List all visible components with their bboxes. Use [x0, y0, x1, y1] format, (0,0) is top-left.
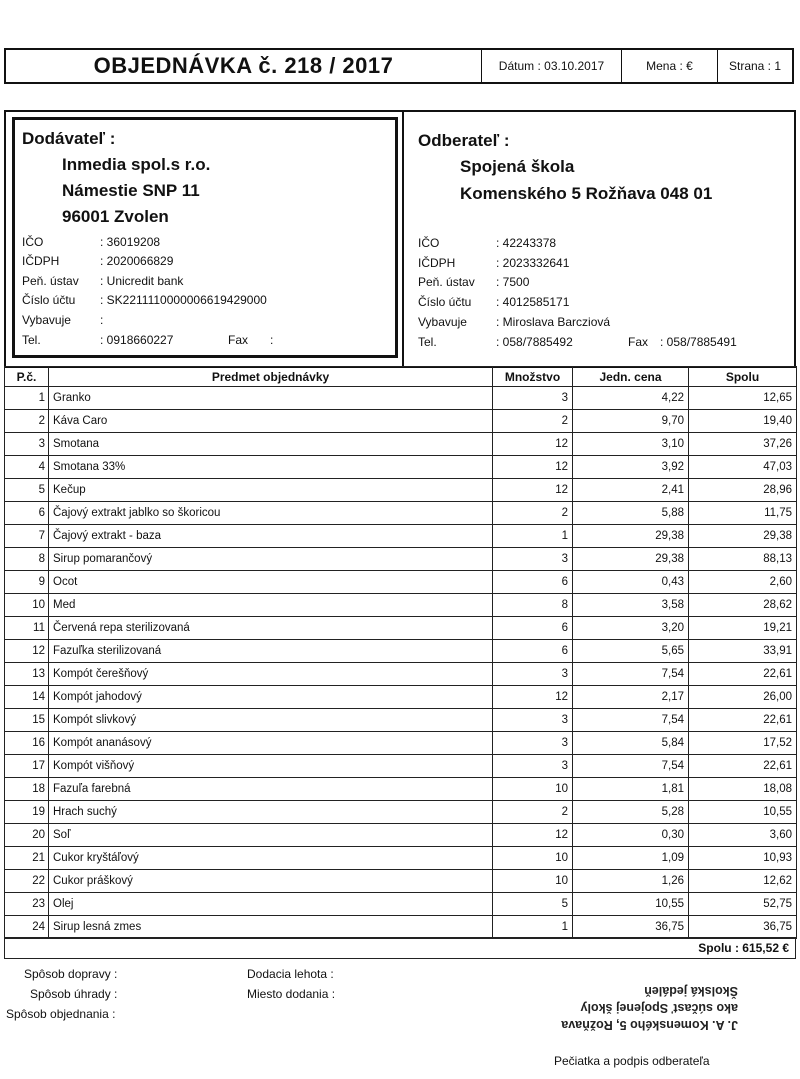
- row-total: 3,60: [689, 824, 797, 847]
- row-item: Červená repa sterilizovaná: [49, 617, 493, 640]
- row-total: 88,13: [689, 548, 797, 571]
- row-item: Fazuľa farebná: [49, 778, 493, 801]
- row-total: 52,75: [689, 893, 797, 916]
- payment-method-label: Spôsob úhrady :: [30, 987, 118, 1001]
- row-quantity: 12: [493, 433, 573, 456]
- table-row: [5, 594, 797, 617]
- order-date: Dátum : 03.10.2017: [482, 50, 622, 82]
- supplier-name: Inmedia spol.s r.o.: [62, 155, 211, 174]
- row-number: 1: [5, 387, 49, 410]
- row-total: 17,52: [689, 732, 797, 755]
- supplier-bank: : Unicredit bank: [100, 274, 184, 288]
- row-quantity: 3: [493, 663, 573, 686]
- table-row: [5, 870, 797, 893]
- row-item: Sirup lesná zmes: [49, 916, 493, 939]
- row-total: 33,91: [689, 640, 797, 663]
- row-item: Kompót jahodový: [49, 686, 493, 709]
- row-number: 18: [5, 778, 49, 801]
- table-row: [5, 502, 797, 525]
- table-row: [5, 410, 797, 433]
- stamp-line: J. A. Komenského 5, Rožňava: [561, 1018, 738, 1032]
- row-item: Cukor práškový: [49, 870, 493, 893]
- table-row: [5, 387, 797, 410]
- row-quantity: 10: [493, 847, 573, 870]
- order-currency: Mena : €: [622, 50, 718, 82]
- col-header-unit-price: Jedn. cena: [573, 367, 689, 387]
- row-quantity: 8: [493, 594, 573, 617]
- school-canteen-stamp: [548, 982, 738, 1033]
- row-number: 2: [5, 410, 49, 433]
- row-unit-price: 36,75: [573, 916, 689, 939]
- table-row: [5, 640, 797, 663]
- customer-account: : 4012585171: [496, 295, 570, 309]
- row-number: 21: [5, 847, 49, 870]
- col-header-number: P.č.: [5, 367, 49, 387]
- table-row: [5, 548, 797, 571]
- row-quantity: 3: [493, 387, 573, 410]
- order-header: [4, 48, 794, 84]
- row-number: 22: [5, 870, 49, 893]
- row-number: 16: [5, 732, 49, 755]
- row-number: 19: [5, 801, 49, 824]
- supplier-ico-label: IČO: [22, 235, 44, 249]
- row-unit-price: 2,17: [573, 686, 689, 709]
- row-quantity: 12: [493, 686, 573, 709]
- row-quantity: 3: [493, 732, 573, 755]
- row-number: 14: [5, 686, 49, 709]
- row-unit-price: 29,38: [573, 548, 689, 571]
- order-method-label: Spôsob objednania :: [6, 1007, 116, 1021]
- row-quantity: 10: [493, 870, 573, 893]
- row-quantity: 12: [493, 824, 573, 847]
- supplier-bank-label: Peň. ústav: [22, 274, 79, 288]
- row-item: Kompót višňový: [49, 755, 493, 778]
- grand-total: Spolu : 615,52 €: [4, 937, 796, 959]
- row-item: Fazuľka sterilizovaná: [49, 640, 493, 663]
- table-row: [5, 525, 797, 548]
- order-items-table: [4, 366, 797, 939]
- col-header-item: Predmet objednávky: [49, 367, 493, 387]
- row-quantity: 1: [493, 525, 573, 548]
- row-unit-price: 5,65: [573, 640, 689, 663]
- row-item: Ocot: [49, 571, 493, 594]
- row-unit-price: 0,43: [573, 571, 689, 594]
- row-unit-price: 0,30: [573, 824, 689, 847]
- table-row: [5, 778, 797, 801]
- row-number: 4: [5, 456, 49, 479]
- row-unit-price: 5,88: [573, 502, 689, 525]
- row-total: 47,03: [689, 456, 797, 479]
- row-total: 2,60: [689, 571, 797, 594]
- row-unit-price: 3,10: [573, 433, 689, 456]
- row-number: 24: [5, 916, 49, 939]
- row-item: Soľ: [49, 824, 493, 847]
- row-total: 22,61: [689, 755, 797, 778]
- row-total: 28,96: [689, 479, 797, 502]
- customer-bank-label: Peň. ústav: [418, 275, 475, 289]
- row-quantity: 12: [493, 456, 573, 479]
- row-item: Hrach suchý: [49, 801, 493, 824]
- customer-handler: : Miroslava Barcziová: [496, 315, 611, 329]
- row-total: 26,00: [689, 686, 797, 709]
- transport-method-label: Spôsob dopravy :: [24, 967, 118, 981]
- row-item: Med: [49, 594, 493, 617]
- row-unit-price: 1,26: [573, 870, 689, 893]
- supplier-account-label: Číslo účtu: [22, 293, 76, 307]
- delivery-deadline-label: Dodacia lehota :: [247, 967, 334, 981]
- supplier-icdph: : 2020066829: [100, 254, 174, 268]
- row-total: 19,40: [689, 410, 797, 433]
- row-number: 11: [5, 617, 49, 640]
- row-unit-price: 10,55: [573, 893, 689, 916]
- row-item: Granko: [49, 387, 493, 410]
- row-unit-price: 7,54: [573, 663, 689, 686]
- customer-icdph-label: IČDPH: [418, 256, 456, 270]
- supplier-tel-label: Tel.: [22, 333, 41, 347]
- row-item: Kompót ananásový: [49, 732, 493, 755]
- table-row: [5, 663, 797, 686]
- customer-fax: : 058/7885491: [660, 335, 737, 349]
- row-quantity: 3: [493, 548, 573, 571]
- supplier-handler: :: [100, 313, 104, 327]
- row-total: 22,61: [689, 709, 797, 732]
- supplier-account: : SK2211110000006619429000: [100, 293, 267, 307]
- customer-ico: : 42243378: [496, 236, 557, 250]
- row-total: 18,08: [689, 778, 797, 801]
- row-item: Kompót čerešňový: [49, 663, 493, 686]
- row-unit-price: 5,84: [573, 732, 689, 755]
- row-quantity: 6: [493, 617, 573, 640]
- row-item: Káva Caro: [49, 410, 493, 433]
- supplier-street: Námestie SNP 11: [62, 181, 200, 200]
- customer-ico-label: IČO: [418, 236, 440, 250]
- row-total: 10,93: [689, 847, 797, 870]
- row-quantity: 2: [493, 801, 573, 824]
- row-total: 12,62: [689, 870, 797, 893]
- row-item: Čajový extrakt jablko so škoricou: [49, 502, 493, 525]
- supplier-fax-label: Fax: [228, 333, 249, 347]
- customer-address: Komenského 5 Rožňava 048 01: [460, 184, 713, 203]
- row-total: 10,55: [689, 801, 797, 824]
- table-row: [5, 824, 797, 847]
- stamp-line: Školská jedáleň: [644, 984, 738, 998]
- row-total: 28,62: [689, 594, 797, 617]
- delivery-place-label: Miesto dodania :: [247, 987, 336, 1001]
- row-number: 17: [5, 755, 49, 778]
- signature-label: Pečiatka a podpis odberateľa: [554, 1054, 710, 1068]
- row-quantity: 5: [493, 893, 573, 916]
- row-item: Cukor kryštáľový: [49, 847, 493, 870]
- row-number: 15: [5, 709, 49, 732]
- table-row: [5, 433, 797, 456]
- col-header-total: Spolu: [689, 367, 797, 387]
- row-number: 8: [5, 548, 49, 571]
- row-total: 37,26: [689, 433, 797, 456]
- row-quantity: 1: [493, 916, 573, 939]
- row-number: 12: [5, 640, 49, 663]
- row-total: 22,61: [689, 663, 797, 686]
- supplier-fax: :: [270, 333, 274, 347]
- table-row: [5, 709, 797, 732]
- row-item: Smotana: [49, 433, 493, 456]
- row-quantity: 3: [493, 755, 573, 778]
- row-quantity: 12: [493, 479, 573, 502]
- supplier-handler-label: Vybavuje: [22, 313, 71, 327]
- customer-bank: : 7500: [496, 275, 530, 289]
- row-unit-price: 3,58: [573, 594, 689, 617]
- table-row: [5, 847, 797, 870]
- supplier-icdph-label: IČDPH: [22, 254, 60, 268]
- row-unit-price: 4,22: [573, 387, 689, 410]
- row-number: 9: [5, 571, 49, 594]
- supplier-city: 96001 Zvolen: [62, 207, 169, 226]
- row-unit-price: 1,81: [573, 778, 689, 801]
- parties-divider: [402, 112, 404, 366]
- row-total: 19,21: [689, 617, 797, 640]
- row-unit-price: 3,20: [573, 617, 689, 640]
- row-total: 12,65: [689, 387, 797, 410]
- row-quantity: 2: [493, 502, 573, 525]
- table-row: [5, 801, 797, 824]
- customer-account-label: Číslo účtu: [418, 295, 472, 309]
- row-unit-price: 2,41: [573, 479, 689, 502]
- row-unit-price: 9,70: [573, 410, 689, 433]
- row-quantity: 10: [493, 778, 573, 801]
- row-unit-price: 7,54: [573, 755, 689, 778]
- table-row: [5, 617, 797, 640]
- customer-tel: : 058/7885492: [496, 335, 573, 349]
- customer-handler-label: Vybavuje: [418, 315, 467, 329]
- table-row: [5, 456, 797, 479]
- row-unit-price: 1,09: [573, 847, 689, 870]
- row-unit-price: 29,38: [573, 525, 689, 548]
- table-row: [5, 479, 797, 502]
- row-item: Smotana 33%: [49, 456, 493, 479]
- customer-heading: Odberateľ :: [418, 131, 510, 150]
- row-quantity: 2: [493, 410, 573, 433]
- supplier-heading: Dodávateľ :: [22, 129, 116, 148]
- table-header-row: [5, 367, 797, 387]
- row-quantity: 3: [493, 709, 573, 732]
- row-quantity: 6: [493, 640, 573, 663]
- order-title: OBJEDNÁVKA č. 218 / 2017: [6, 50, 482, 82]
- table-row: [5, 686, 797, 709]
- row-total: 29,38: [689, 525, 797, 548]
- row-item: Sirup pomarančový: [49, 548, 493, 571]
- row-number: 10: [5, 594, 49, 617]
- stamp-line: ako súčasť Spojenej školy: [580, 1001, 738, 1015]
- row-number: 5: [5, 479, 49, 502]
- row-unit-price: 5,28: [573, 801, 689, 824]
- row-number: 13: [5, 663, 49, 686]
- row-number: 3: [5, 433, 49, 456]
- customer-icdph: : 2023332641: [496, 256, 570, 270]
- table-row: [5, 755, 797, 778]
- row-total: 11,75: [689, 502, 797, 525]
- row-item: Kompót slivkový: [49, 709, 493, 732]
- row-item: Čajový extrakt - baza: [49, 525, 493, 548]
- col-header-quantity: Množstvo: [493, 367, 573, 387]
- row-item: Kečup: [49, 479, 493, 502]
- supplier-ico: : 36019208: [100, 235, 161, 249]
- table-row: [5, 916, 797, 939]
- customer-name: Spojená škola: [460, 157, 575, 176]
- row-number: 23: [5, 893, 49, 916]
- row-item: Olej: [49, 893, 493, 916]
- order-page: Strana : 1: [728, 59, 782, 73]
- customer-tel-label: Tel.: [418, 335, 437, 349]
- customer-fax-label: Fax: [628, 335, 649, 349]
- row-total: 36,75: [689, 916, 797, 939]
- row-number: 7: [5, 525, 49, 548]
- table-row: [5, 893, 797, 916]
- table-row: [5, 732, 797, 755]
- row-unit-price: 3,92: [573, 456, 689, 479]
- row-quantity: 6: [493, 571, 573, 594]
- row-number: 6: [5, 502, 49, 525]
- row-unit-price: 7,54: [573, 709, 689, 732]
- supplier-tel: : 0918660227: [100, 333, 174, 347]
- row-number: 20: [5, 824, 49, 847]
- table-row: [5, 571, 797, 594]
